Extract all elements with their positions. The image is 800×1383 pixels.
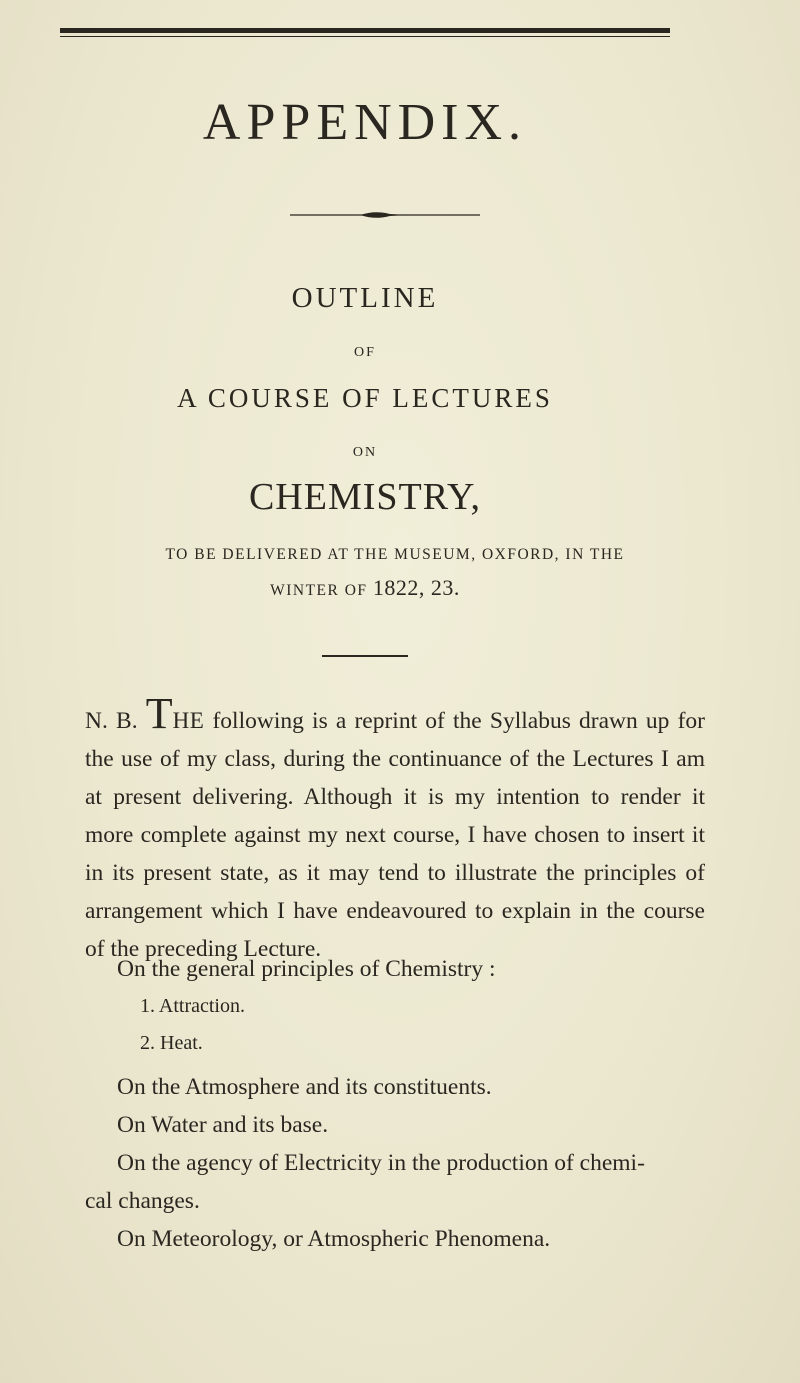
subjects-heading: On the general principles of Chemistry : (117, 956, 496, 982)
subject-item-atmosphere: On the Atmosphere and its constituents. (117, 1074, 492, 1100)
note-initial-rest: HE (172, 708, 205, 733)
delivery-winter-label: WINTER OF (270, 582, 368, 599)
delivery-line-1: TO BE DELIVERED AT THE MUSEUM, OXFORD, IN THE (165, 546, 625, 563)
note-prefix: N. B. (85, 708, 138, 734)
section-divider (322, 655, 408, 657)
outline-heading: OUTLINE (291, 282, 439, 314)
appendix-title: APPENDIX. (202, 94, 528, 151)
note-initial: T (145, 689, 173, 738)
delivery-year: 1822, 23. (372, 575, 460, 600)
top-rule-thin (60, 36, 670, 37)
note-paragraph (85, 689, 706, 968)
top-rule-thick (60, 28, 670, 33)
note-text: following is a reprint of the Syllabus drawn up for the use of my class, during the continuance of the Lectures I am at present delivering. Although it is my intention to render it more complete against my next course, I have chosen to insert it in its present state, as it may tend to illustrate the principles of arrangement which I have endeavoured to explain in the course of the preceding Lecture. (85, 708, 706, 962)
chemistry-heading: CHEMISTRY, (248, 476, 482, 518)
delivery-line-2 (0, 575, 730, 601)
subject-item-meteorology: On Meteorology, or Atmospheric Phenomena. (117, 1226, 551, 1252)
subject-item-electricity-cont: cal changes. (85, 1188, 200, 1214)
on-connector: ON (352, 445, 378, 460)
ornament-rule-icon (290, 210, 480, 220)
course-heading: A COURSE OF LECTURES (177, 383, 553, 413)
of-connector: OF (354, 345, 376, 360)
subject-item-water: On Water and its base. (117, 1112, 329, 1138)
subject-item-electricity: On the agency of Electricity in the production of chemi- (117, 1150, 645, 1176)
subject-item-heat: 2. Heat. (140, 1032, 203, 1054)
subject-item-attraction: 1. Attraction. (140, 995, 245, 1017)
